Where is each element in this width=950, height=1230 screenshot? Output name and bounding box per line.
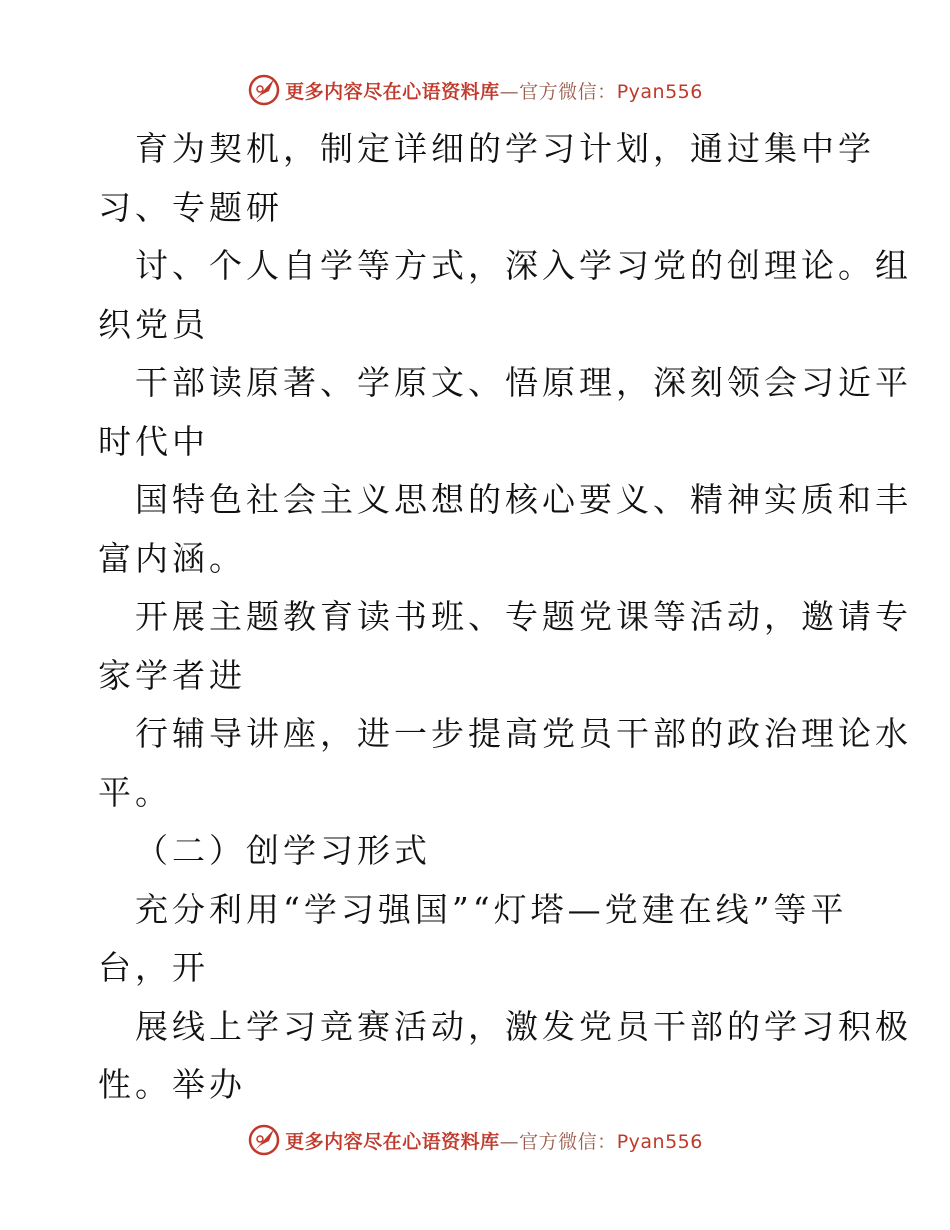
watermark-wechat-label: 官方微信：	[519, 1130, 617, 1153]
quill-logo-icon	[247, 1123, 281, 1157]
text-line: 国特色社会主义思想的核心要义、精神实质和丰	[135, 480, 912, 519]
watermark-wechat-id: Pyan556	[616, 1130, 703, 1153]
watermark-brand: 更多内容尽在心语资料库	[285, 1130, 500, 1153]
watermark-banner-bottom	[0, 1120, 950, 1160]
watermark-text	[285, 1127, 703, 1154]
text-line: 讨、个人自学等方式，深入学习党的创理论。组	[135, 246, 912, 285]
text-line: 干部读原著、学原文、悟原理，深刻领会习近平	[135, 363, 912, 402]
section-heading: （二）创学习形式	[135, 831, 431, 870]
text-line: 性。举办	[98, 1065, 246, 1104]
text-line: 育为契机，制定详细的学习计划，通过集中学	[135, 129, 875, 168]
watermark-separator: —	[499, 1130, 520, 1153]
text-line: 富内涵。	[98, 538, 246, 578]
watermark-wechat-id: Pyan556	[616, 80, 703, 103]
text-line: 展线上学习竞赛活动，激发党员干部的学习积极	[135, 1006, 912, 1046]
text-line: 家学者进	[98, 655, 246, 695]
watermark-text	[285, 77, 703, 104]
text-line: 开展主题教育读书班、专题党课等活动，邀请专	[135, 597, 912, 636]
quill-logo-icon	[247, 73, 281, 107]
text-line: 平。	[98, 772, 172, 812]
text-line: 习、专题研	[98, 187, 283, 227]
text-line: 织党员	[98, 304, 209, 344]
text-line: 充分利用“学习强国”“灯塔—党建在线”等平	[135, 889, 848, 929]
text-line: 时代中	[98, 421, 209, 461]
watermark-separator: —	[499, 80, 520, 103]
watermark-wechat-label: 官方微信：	[519, 80, 617, 103]
document-body	[98, 120, 912, 1115]
text-line: 台，开	[98, 948, 209, 987]
text-line: 行辅导讲座，进一步提高党员干部的政治理论水	[135, 714, 912, 753]
watermark-brand: 更多内容尽在心语资料库	[285, 80, 500, 103]
watermark-banner-top	[0, 70, 950, 110]
